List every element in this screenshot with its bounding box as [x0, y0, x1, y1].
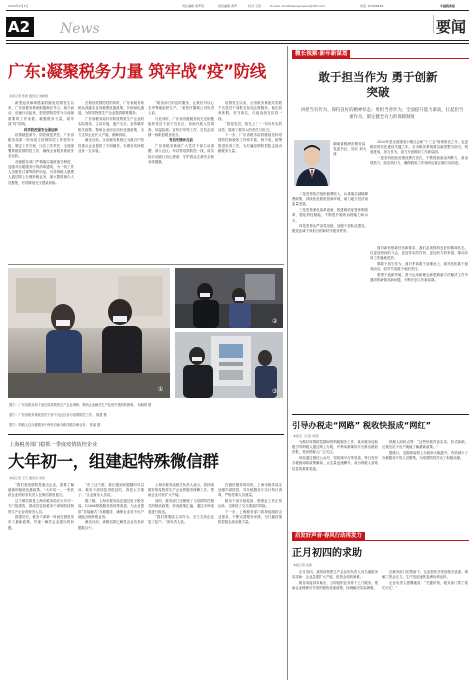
paragraph: 该局通过微信公众号、短视频平台等渠道，每日发布办税指南和政策解读，点击量迅速攀升，成为纳税人获取信息的重要渠道。 [292, 456, 378, 471]
story2-top-rule [8, 434, 284, 435]
sidebar-tag: 微长视频·新年新谋划 [292, 50, 350, 58]
story1-sep [8, 264, 284, 265]
sidebar-intro: 讲担当有作为、保持良好的精神状态；勇担当善作为，全面提升能力素质，扛起担当重作为，制定健全有力的保障制度 [300, 108, 464, 120]
photo-1 [8, 268, 170, 398]
top-email: E-mail: shuizhibaoyaowen@163.com [270, 4, 326, 8]
paragraph: 企业负责人感慨地说：“关键时刻，税务部门帮了我们大忙！” [382, 580, 468, 591]
paragraph: 广东省税务系统广大党员干部主动请缨，深入社区、车站等疫情防控一线，用实际行动践行初心使命，守护群众生命安全和身体健康。 [148, 144, 214, 164]
paragraph: 为做好疫情防控期间的纳税服务工作，某市税务局积极引导纳税人通过网上办税，并利用新媒体平台推出税收快报，受到纳税人广泛关注。 [292, 440, 378, 455]
paragraph: 与此同时，广东省各级税务机关还积极组织党员干部下沉社区，协助开展人员排查、体温检测、宣传引导等工作，在抗击疫情一线彰显税务担当。 [148, 117, 214, 137]
sidebar-body-2 [292, 192, 368, 410]
right-story2-headline: 正月初四的求助 [292, 548, 362, 559]
paragraph: 要敢于担当作为，面对矛盾敢于迎难而上，面对危机敢于挺身而出，面对失误敢于承担责任。 [370, 262, 468, 272]
top-date: 2020年2月3日 [8, 4, 29, 8]
right-story2-tag-rule [292, 540, 469, 541]
story1-headline: 广东:凝聚税务力量 筑牢战“疫”防线 [8, 62, 266, 81]
paragraph: 四是坚持从严治党治税，加强干部队伍建设，锻造忠诚干净担当的新时代税务铁军。 [292, 224, 368, 234]
top-proof: 校对 王琼 [248, 4, 261, 8]
story2-headline: 大年初一，组建起特殊微信群 [8, 452, 219, 471]
sidebar-tag-rule [292, 58, 469, 59]
paragraph: 据统计，近期该局网上办税率大幅提升，有效减少了办税服务厅的人员聚集，为疫情防控作出了积极贡献。 [382, 450, 468, 461]
top-masthead: 中国税务报 [440, 4, 456, 8]
page-number-text: A2 [8, 18, 31, 36]
section-cn: 要闻 [436, 18, 467, 36]
paragraph: “我是党员，我先上！”一句句朴实的话语，展现了税务人的责任与担当。 [218, 122, 282, 132]
paragraph: “我们将继续主动作为，全力支持企业复工复产。”该负责人说。 [148, 515, 214, 525]
header-rule [6, 40, 469, 41]
paragraph: 税务干部分组轮岗，既保证工作正常运转，又降低了交叉感染的风险。 [218, 499, 282, 509]
photo-caption-2: 图②：广东省税务系统党员干部下沉社区参与疫情防控工作。 陈建 摄 [9, 413, 107, 417]
paragraph: 一是坚持把政治建设摆在首位，不断提高政治判断力、政治领悟力、政治执行力，确保税收工作始终沿着正确方向前进。 [370, 156, 468, 166]
paragraph: 截至目前，全省税务系统已为数百户防疫重点企业提供了专项辅导，办理各类涉税业务一万余笔。 [78, 138, 144, 153]
photo-2-number: ② [272, 318, 278, 325]
subhead: 科学防控保安全保运转 [24, 127, 58, 132]
story2-byline: 本报记者 王凡 通讯员 刘伟 [9, 476, 45, 480]
right-story1-col1 [292, 440, 378, 528]
story1-col3 [148, 101, 214, 263]
story2-col4 [218, 483, 282, 679]
paragraph: 群建好后，税务干部第一时间在群里发布了最新政策，并逐一解答企业提出的问题。 [8, 515, 74, 530]
right-story1-rule [292, 414, 469, 415]
paragraph: “有了这个群，我们遇到问题随时可以问，税务干部回复得很及时，真是太方便了。”企业财务人员说。 [78, 483, 144, 498]
sidebar-quote: 敢于担当作为 勇于创新突破 [318, 70, 438, 99]
section-en: News [60, 21, 100, 37]
sidebar-body-1 [370, 140, 468, 244]
story1-col2 [78, 101, 144, 263]
paragraph: 2020年是全面建成小康社会和“十三五”规划收官之年，也是税收现代化建设关键之年。全市税务系统要以新思想为指引，锐意进取，担当作为，奋力开创税收工作新局面。 [370, 140, 468, 155]
top-editor: 责任编辑 黄罗希 [182, 4, 204, 8]
photo-3-scene [175, 332, 283, 398]
paragraph: 据了解，上海市税务局还通过电子税务局、12366纳税服务热线等渠道，为企业提供“非接触式”办税服务，确保企业足不出户就能办理涉税业务。 [78, 499, 144, 519]
photo-caption-3: 图③：纳税人在办税服务厅使用自助办税终端办理业务。 张丽 摄 [9, 423, 101, 427]
paragraph: 下一步，上海税务部门将持续跟踪企业需求，不断完善服务举措，为打赢疫情防控阻击战贡献力量。 [218, 510, 282, 525]
photo-3-number: ③ [272, 388, 278, 395]
paragraph: 三是坚持深化改革创新，推进税收征管体制改革，强化科技赋能，不断提升税收治理能力和水平。 [292, 208, 368, 223]
paragraph: 疫情发生以来，全省税务系统共有数千名党员干部报名参加志愿服务，他们放弃休假，坚守岗位，日夜奋战在抗疫一线。 [218, 101, 282, 121]
photo-1-number: ① [158, 386, 164, 393]
paragraph: 疫情就是命令，防控就是责任。广东省税务局第一时间成立疫情防控工作领导小组，制定工作方案，压实工作责任，全面部署系统疫情防控工作，确保全省税务系统安全运转。 [8, 133, 74, 159]
paragraph: “税务部门的及时服务，让我们可以心无旁骛地组织生产。”某医疗器械公司负责人说。 [148, 101, 214, 116]
paragraph: 同时，税务部门还梳理了与疫情防控相关的税收政策，形成政策汇编，通过多种渠道进行推送。 [148, 499, 214, 514]
story1-byline: 本报记者 郑建 通讯员 刘晓明 [9, 94, 48, 98]
paragraph: 在做好疫情防控的同时，广东省税务系统认真落实各项税费优惠政策，开辟绿色通道，为防疫物资生产企业提供精准服务。 [78, 101, 144, 116]
paragraph: 二是坚持依法组织税费收入，认真落实减税降费政策，持续优化税收营商环境，助力地方经济高质量发展。 [292, 192, 368, 207]
photo-3 [175, 332, 283, 398]
right-story1-byline: 本报讯（记者 刘涛） [293, 434, 321, 438]
column-divider [287, 46, 288, 680]
story2-col1 [8, 483, 74, 679]
story1-col1 [8, 101, 74, 263]
right-story2-col1 [292, 570, 378, 680]
top-designer: 视觉编辑 黄罗 [218, 4, 237, 8]
sidebar-body-3 [370, 246, 468, 410]
paragraph: 税务局接到求助后，立即组织业务骨干上门服务，帮助企业梳理可享受的税收优惠政策，协调解决实际困难。 [292, 580, 378, 591]
right-story1-headline: 引导办税走“网路” 税收快报成“网红” [292, 420, 432, 430]
photo-2 [175, 268, 283, 328]
photo-2-scene [175, 268, 283, 328]
paragraph: 在税务部门的帮助下，企业很快享受到相关优惠，缓解了资金压力，生产线迅速恢复满负荷运转。 [382, 570, 468, 580]
paragraph: 下一步，广东省税务局将继续坚持疫情防控和税收工作两手抓、两不误，统筹推进各项工作，为打赢疫情防控阻击战贡献税务力量。 [218, 133, 282, 153]
paragraph: 面对新形势新任务新要求，我们必须保持良好的精神状态，以更加昂扬的斗志、更加务实的作风、更加有力的举措，推动各项工作落地见效。 [370, 246, 468, 261]
right-story2-tag: 启发好声音·春风行动再发力 [292, 532, 365, 540]
paragraph: 这个微信群是上海市税务局在大年初一专门组建的，群成员包括税务干部和防疫物资生产企业的财务人员。 [8, 499, 74, 514]
paragraph: 在做好服务的同时，上海市税务局还加强内部防控，对办税服务厅实行每日消毒，严格控制人员流量。 [218, 483, 282, 498]
paragraph: 新型冠状病毒感染的肺炎疫情发生以来，广东省税务系统积极响应号召，闻令而动，迅速行动起来，把疫情防控作为当前最重要的工作来抓，凝聚税务力量，筑牢战“疫”防线。 [8, 101, 74, 126]
story2-col3 [148, 483, 214, 679]
paragraph: 要勇于创新突破，善于运用新理念新思路新方法解决工作中遇到的新情况新问题，不断开创工作新局面。 [370, 273, 468, 283]
portrait-photo [294, 140, 330, 186]
paragraph: 截至目前，该微信群已解答企业各类问题数百个。 [78, 520, 144, 530]
top-phone: 电话: 87636838 [360, 4, 384, 8]
right-story1-col2 [382, 440, 468, 528]
paragraph: 正月初四，某防疫物资生产企业的负责人向当地税务局求助：企业急需扩大产能，但资金周转困难。 [292, 570, 378, 580]
right-story2-col2 [382, 570, 468, 680]
paragraph: “我们是疫情防控重点企业，需要了解最新的税收优惠政策。”大年初一，一家医药企业的财务负责人在微信群里留言。 [8, 483, 74, 498]
story1-col4 [218, 101, 282, 263]
top-rule [6, 10, 469, 11]
portrait-icon [294, 140, 330, 186]
story2-kicker: 上海税务部门稳抓一季度疫情防控企业 [9, 442, 98, 448]
paragraph: 纳税人纷纷点赞：“这些快报内容实用、形式新颖，让我们足不出户就能了解最新政策。” [382, 440, 468, 450]
header-deco [420, 15, 434, 33]
paragraph: 各级税务部门严格落实值班值守制度，加强对办税服务厅的消毒通风，为一线工作人员配发口罩等防护用品，引导纳税人缴费人通过网上办理涉税业务，最大限度减少人员聚集，有效降低交叉感染风险。 [8, 159, 74, 185]
right-story2-byline: 本报记者 张新 [293, 563, 312, 567]
paragraph: 广东省税务局针对防疫物资生产企业的实际需求，主动对接，逐户走访，宣传辅导相关政策，帮助企业用足用好优惠政策，全力支持企业扩大产能、保障供给。 [78, 117, 144, 137]
subhead: 党员先锋冲在前 [169, 138, 193, 143]
portrait-caption: 湖南省株洲市税务局党委书记、局长 刘大成 [333, 142, 367, 157]
story2-col2 [78, 483, 144, 679]
photo-1-scene [8, 268, 170, 398]
photo-caption-1: 图①：广东省税务局干部在防疫物资生产企业调研，帮助企业解决生产经营中遇到的困难。 刘晓明 摄 [9, 403, 152, 407]
paragraph: 上海市税务局相关负责人表示，将持续做好防疫物资生产企业的服务保障工作，帮助企业尽快扩大产能。 [148, 483, 214, 498]
